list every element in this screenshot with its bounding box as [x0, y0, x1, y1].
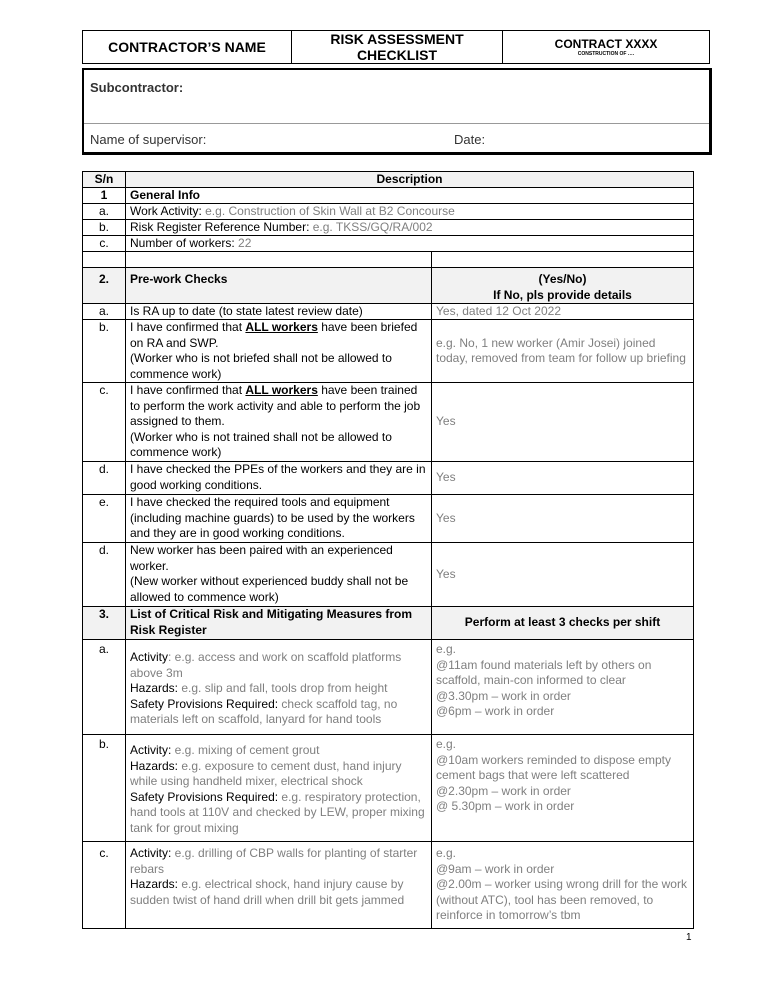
checks-log	[431, 639, 694, 735]
column-title: (Yes/No)	[538, 272, 587, 286]
activity-value: e.g. drilling of CBP walls for planting of starter rebars	[130, 846, 418, 876]
check-text-post: have been trained to perform the work activity and able to perform the job assigned to them.	[130, 383, 421, 428]
subcontractor-label: Subcontractor:	[90, 80, 184, 95]
safety-value: check scaffold tag, no materials left on scaffold, lanyard for hand tools	[130, 696, 398, 726]
workers-count-row	[125, 235, 694, 252]
spacer-cell	[82, 251, 126, 268]
row-sn: c.	[82, 382, 126, 462]
check-entry: @9am – work in order	[436, 861, 555, 876]
check-entry: @6pm – work in order	[436, 704, 555, 718]
spacer-cell	[125, 251, 432, 268]
risk-register-row	[125, 219, 694, 236]
activity-value: : e.g. access and work on scaffold platforms above 3m	[130, 650, 402, 680]
row-sn: b.	[82, 734, 126, 842]
check-main: New worker has been paired with an experienced worker.	[130, 543, 393, 573]
check-entry: @3.30pm – work in order	[436, 688, 571, 703]
description-header: Description	[125, 171, 694, 188]
work-activity-row	[125, 203, 694, 220]
field-value: 22	[234, 236, 252, 250]
checks-log	[431, 734, 694, 842]
row-sn: d.	[82, 542, 126, 607]
hazards-value: e.g. slip and fall, tools drop from height	[178, 681, 388, 695]
check-entry: @ 5.30pm – work in order	[436, 799, 575, 813]
hazards-label: Hazards:	[130, 877, 179, 891]
risk-description	[125, 734, 432, 842]
contract-block	[503, 31, 709, 63]
hazards-line	[130, 877, 427, 908]
hazards-line	[130, 759, 427, 790]
answer-text: e.g. No, 1 new worker (Amir Josei) joined today, removed from team for follow up briefing	[436, 335, 686, 365]
safety-line	[130, 790, 427, 837]
contract-subtitle: CONSTRUCTION OF ….	[577, 50, 635, 57]
check-text	[125, 542, 432, 607]
check-text-post: have been briefed on RA and SWP.	[130, 320, 418, 350]
row-sn: b.	[82, 219, 126, 236]
check-answer	[431, 461, 694, 495]
check-emphasis: ALL workers	[245, 383, 318, 397]
risk-description	[125, 639, 432, 735]
check-text: I have checked the required tools and equipment (including machine guards) to be used by the workers and they are in good working conditions.	[125, 494, 432, 543]
checks-header	[431, 606, 694, 640]
safety-label: Safety Provisions Required:	[130, 789, 279, 804]
activity-label: Activity:	[130, 743, 172, 757]
checks-log	[431, 841, 694, 929]
check-text: Is RA up to date (to state latest review date)	[125, 303, 432, 320]
subcontractor-box	[82, 68, 712, 155]
row-sn: d.	[82, 461, 126, 495]
check-text: I have checked the PPEs of the workers and they are in good working conditions.	[125, 461, 432, 495]
date-label: Date:	[454, 132, 486, 147]
activity-line	[130, 846, 427, 877]
field-label: Work Activity:	[130, 204, 202, 218]
check-entry: @2.30pm – work in order	[436, 783, 571, 798]
check-answer: Yes, dated 12 Oct 2022	[431, 303, 694, 320]
section-number: 2.	[82, 267, 126, 304]
section-title: General Info	[125, 187, 694, 204]
check-answer	[431, 319, 694, 383]
check-answer	[431, 494, 694, 543]
check-emphasis: ALL workers	[245, 320, 318, 334]
check-note: (Worker who is not trained shall not be allowed to commence work)	[130, 429, 392, 459]
supervisor-label: Name of supervisor:	[90, 132, 207, 147]
row-sn: a.	[82, 639, 126, 735]
answer-text: Yes	[436, 470, 456, 485]
answer-text: Yes	[436, 510, 456, 525]
section-number: 1	[82, 187, 126, 204]
check-answer	[431, 382, 694, 462]
row-sn: a.	[82, 203, 126, 220]
document-header	[82, 30, 710, 64]
check-entry: @10am workers reminded to dispose empty cement bags that were left scattered	[436, 752, 671, 782]
check-entry: e.g.	[436, 846, 457, 860]
answer-text: Yes	[436, 414, 456, 429]
document-title: RISK ASSESSMENT CHECKLIST	[292, 31, 503, 63]
check-entry: e.g.	[436, 642, 457, 656]
activity-label: Activity:	[130, 846, 172, 860]
hazards-line	[130, 681, 427, 697]
activity-line	[130, 650, 427, 681]
answer-text: Yes	[436, 566, 456, 581]
hazards-label: Hazards:	[130, 758, 179, 773]
check-entry: @2.00m – worker using wrong drill for the work (without ATC), tool has been removed, to reinforce in tomorrow’s tbm	[436, 877, 687, 922]
risk-description	[125, 841, 432, 929]
hazards-value: e.g. electrical shock, hand injury cause by sudden twist of hand drill when drill bit gets jammed	[130, 877, 405, 907]
row-sn: a.	[82, 303, 126, 320]
sn-header: S/n	[82, 171, 126, 188]
contract-number: CONTRACT XXXX	[554, 36, 658, 51]
row-sn: c.	[82, 841, 126, 929]
row-sn: e.	[82, 494, 126, 543]
check-note: (New worker without experienced buddy shall not be allowed to commence work)	[130, 574, 409, 604]
field-label: Risk Register Reference Number:	[130, 220, 310, 234]
column-subtitle: If No, pls provide details	[493, 287, 632, 302]
row-sn: b.	[82, 319, 126, 383]
check-text	[125, 382, 432, 462]
hazards-label: Hazards:	[130, 681, 179, 695]
field-value: e.g. Construction of Skin Wall at B2 Concourse	[201, 204, 455, 218]
safety-value: e.g. respiratory protection, hand tools at 110V and checked by LEW, proper mixing tank for grout mixing	[130, 789, 425, 835]
section-title: List of Critical Risk and Mitigating Measures from Risk Register	[125, 606, 432, 640]
check-note: (Worker who is not briefed shall not be allowed to commence work)	[130, 351, 392, 381]
section-number: 3.	[82, 606, 126, 640]
divider	[84, 123, 709, 124]
check-answer	[431, 542, 694, 607]
field-value: e.g. TKSS/GQ/RA/002	[309, 220, 433, 234]
activity-value: e.g. mixing of cement grout	[171, 743, 320, 757]
check-text-pre: I have confirmed that	[130, 383, 246, 397]
check-text-pre: I have confirmed that	[130, 320, 246, 334]
check-entry: @11am found materials left by others on scaffold, main-con informed to clear	[436, 657, 652, 687]
section-title: Pre-work Checks	[125, 267, 432, 304]
activity-label: Activity	[130, 650, 169, 664]
spacer-cell	[431, 251, 694, 268]
page-number: 1	[686, 932, 692, 943]
contractor-name: CONTRACTOR’S NAME	[83, 31, 292, 63]
row-sn: c.	[82, 235, 126, 252]
yes-no-header	[431, 267, 694, 304]
check-entry: e.g.	[436, 737, 457, 751]
safety-label: Safety Provisions Required:	[130, 696, 279, 711]
activity-line	[130, 743, 427, 759]
column-title: Perform at least 3 checks per shift	[464, 615, 661, 630]
safety-line	[130, 697, 427, 728]
field-label: Number of workers:	[130, 236, 235, 250]
check-text	[125, 319, 432, 383]
hazards-value: e.g. exposure to cement dust, hand injury while using handheld mixer, electrical shock	[130, 758, 402, 788]
